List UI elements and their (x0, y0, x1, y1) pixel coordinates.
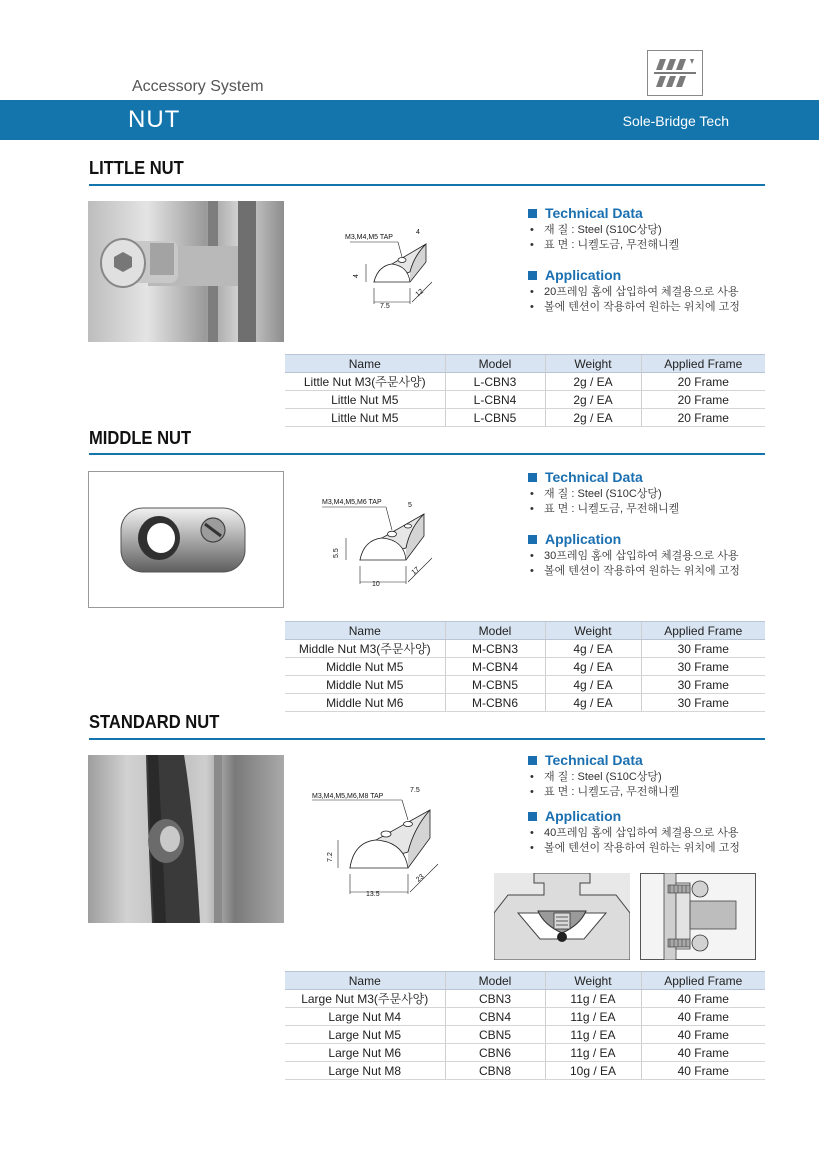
col-header-frame: Applied Frame (641, 972, 765, 990)
dim-length: 17 (410, 565, 422, 577)
table-row: Little Nut M5 L-CBN4 2g / EA 20 Frame (285, 391, 765, 409)
little-nut-info (528, 203, 768, 315)
col-header-weight: Weight (545, 622, 641, 640)
middle-nut-photo (88, 471, 284, 608)
little-nut-photo (88, 201, 284, 342)
square-bullet-icon (528, 473, 537, 482)
table-row: Large Nut M5 CBN5 11g / EA 40 Frame (285, 1026, 765, 1044)
table-row: Large Nut M8 CBN8 10g / EA 40 Frame (285, 1062, 765, 1080)
title-banner (0, 100, 819, 140)
standard-nut-table (285, 971, 765, 1080)
tech-line: • 표 면 : 니켈도금, 무전해니켈 (530, 786, 680, 798)
square-bullet-icon (528, 271, 537, 280)
standard-nut-photo (88, 755, 284, 923)
standard-nut-drawing (310, 780, 460, 905)
frame-slot-illustration (494, 873, 630, 960)
tap-label: M3,M4,M5,M6 TAP (322, 499, 382, 506)
middle-nut-drawing (320, 492, 455, 592)
col-header-frame: Applied Frame (641, 622, 765, 640)
app-line: • 볼에 텐션이 작용하여 원하는 위치에 고정 (530, 301, 740, 313)
section-title: STANDARD NUT (89, 712, 220, 732)
col-header-model: Model (445, 972, 545, 990)
technical-data-heading: Technical Data (528, 467, 768, 487)
col-header-weight: Weight (545, 972, 641, 990)
dim-height: 5.5 (333, 548, 340, 558)
little-nut-table (285, 354, 765, 427)
dim-length: 12 (414, 287, 426, 299)
table-row: Large Nut M6 CBN6 11g / EA 40 Frame (285, 1044, 765, 1062)
square-bullet-icon (528, 209, 537, 218)
middle-nut-table (285, 621, 765, 712)
app-line: • 40프레임 홈에 삽입하여 체결용으로 사용 (530, 827, 739, 839)
dim-top: 5 (408, 502, 412, 509)
table-row: Middle Nut M5 M-CBN5 4g / EA 30 Frame (285, 676, 765, 694)
col-header-model: Model (445, 622, 545, 640)
table-row: Large Nut M3(주문사양) CBN3 11g / EA 40 Frame (285, 990, 765, 1008)
tech-line: • 표 면 : 니켈도금, 무전해니켈 (530, 239, 680, 251)
square-bullet-icon (528, 535, 537, 544)
dim-top: 7.5 (410, 787, 420, 794)
col-header-name: Name (285, 622, 445, 640)
col-header-frame: Applied Frame (641, 355, 765, 373)
standard-nut-info (528, 750, 768, 856)
tech-line: • 재 질 : Steel (S10C상당) (530, 488, 662, 500)
square-bullet-icon (528, 756, 537, 765)
tech-line: • 재 질 : Steel (S10C상당) (530, 771, 662, 783)
table-row: Middle Nut M3(주문사양) M-CBN3 4g / EA 30 Frame (285, 640, 765, 658)
application-heading: Application (528, 529, 768, 549)
table-header-row (285, 972, 765, 990)
dim-width: 13.5 (366, 891, 380, 898)
col-header-name: Name (285, 972, 445, 990)
table-row: Large Nut M4 CBN4 11g / EA 40 Frame (285, 1008, 765, 1026)
section-title: MIDDLE NUT (89, 428, 192, 448)
company-name: Sole-Bridge Tech (622, 113, 729, 129)
col-header-model: Model (445, 355, 545, 373)
dim-height: 7.2 (327, 852, 334, 862)
application-heading: Application (528, 265, 768, 285)
app-line: • 30프레임 홈에 삽입하여 체결용으로 사용 (530, 550, 739, 562)
col-header-name: Name (285, 355, 445, 373)
middle-nut-info (528, 467, 768, 579)
technical-data-heading: Technical Data (528, 203, 768, 223)
section-divider (89, 453, 765, 455)
table-row: Little Nut M3(주문사양) L-CBN3 2g / EA 20 Frame (285, 373, 765, 391)
tech-line: • 표 면 : 니켈도금, 무전해니켈 (530, 503, 680, 515)
frame-side-illustration (640, 873, 756, 960)
application-heading: Application (528, 806, 768, 826)
app-line: • 볼에 텐션이 작용하여 원하는 위치에 고정 (530, 565, 740, 577)
section-divider (89, 184, 765, 186)
square-bullet-icon (528, 812, 537, 821)
section-title: LITTLE NUT (89, 158, 184, 178)
table-header-row (285, 622, 765, 640)
dim-width: 10 (372, 581, 380, 588)
category-label: Accessory System (132, 78, 264, 95)
col-header-weight: Weight (545, 355, 641, 373)
dim-top: 4 (416, 229, 420, 236)
technical-data-heading: Technical Data (528, 750, 768, 770)
little-nut-drawing (330, 222, 450, 314)
dim-width: 7.5 (380, 303, 390, 310)
company-logo (647, 50, 703, 96)
section-divider (89, 738, 765, 740)
page-title: NUT (128, 106, 181, 133)
table-header-row (285, 355, 765, 373)
dim-length: 23 (415, 873, 426, 884)
table-row: Little Nut M5 L-CBN5 2g / EA 20 Frame (285, 409, 765, 427)
table-row: Middle Nut M6 M-CBN6 4g / EA 30 Frame (285, 694, 765, 712)
app-line: • 20프레임 홈에 삽입하여 체결용으로 사용 (530, 286, 739, 298)
app-line: • 볼에 텐션이 작용하여 원하는 위치에 고정 (530, 842, 740, 854)
table-row: Middle Nut M5 M-CBN4 4g / EA 30 Frame (285, 658, 765, 676)
dim-height: 4 (353, 274, 360, 278)
tap-label: M3,M4,M5,M6,M8 TAP (312, 793, 384, 800)
tap-label: M3,M4,M5 TAP (345, 234, 393, 241)
tech-line: • 재 질 : Steel (S10C상당) (530, 224, 662, 236)
